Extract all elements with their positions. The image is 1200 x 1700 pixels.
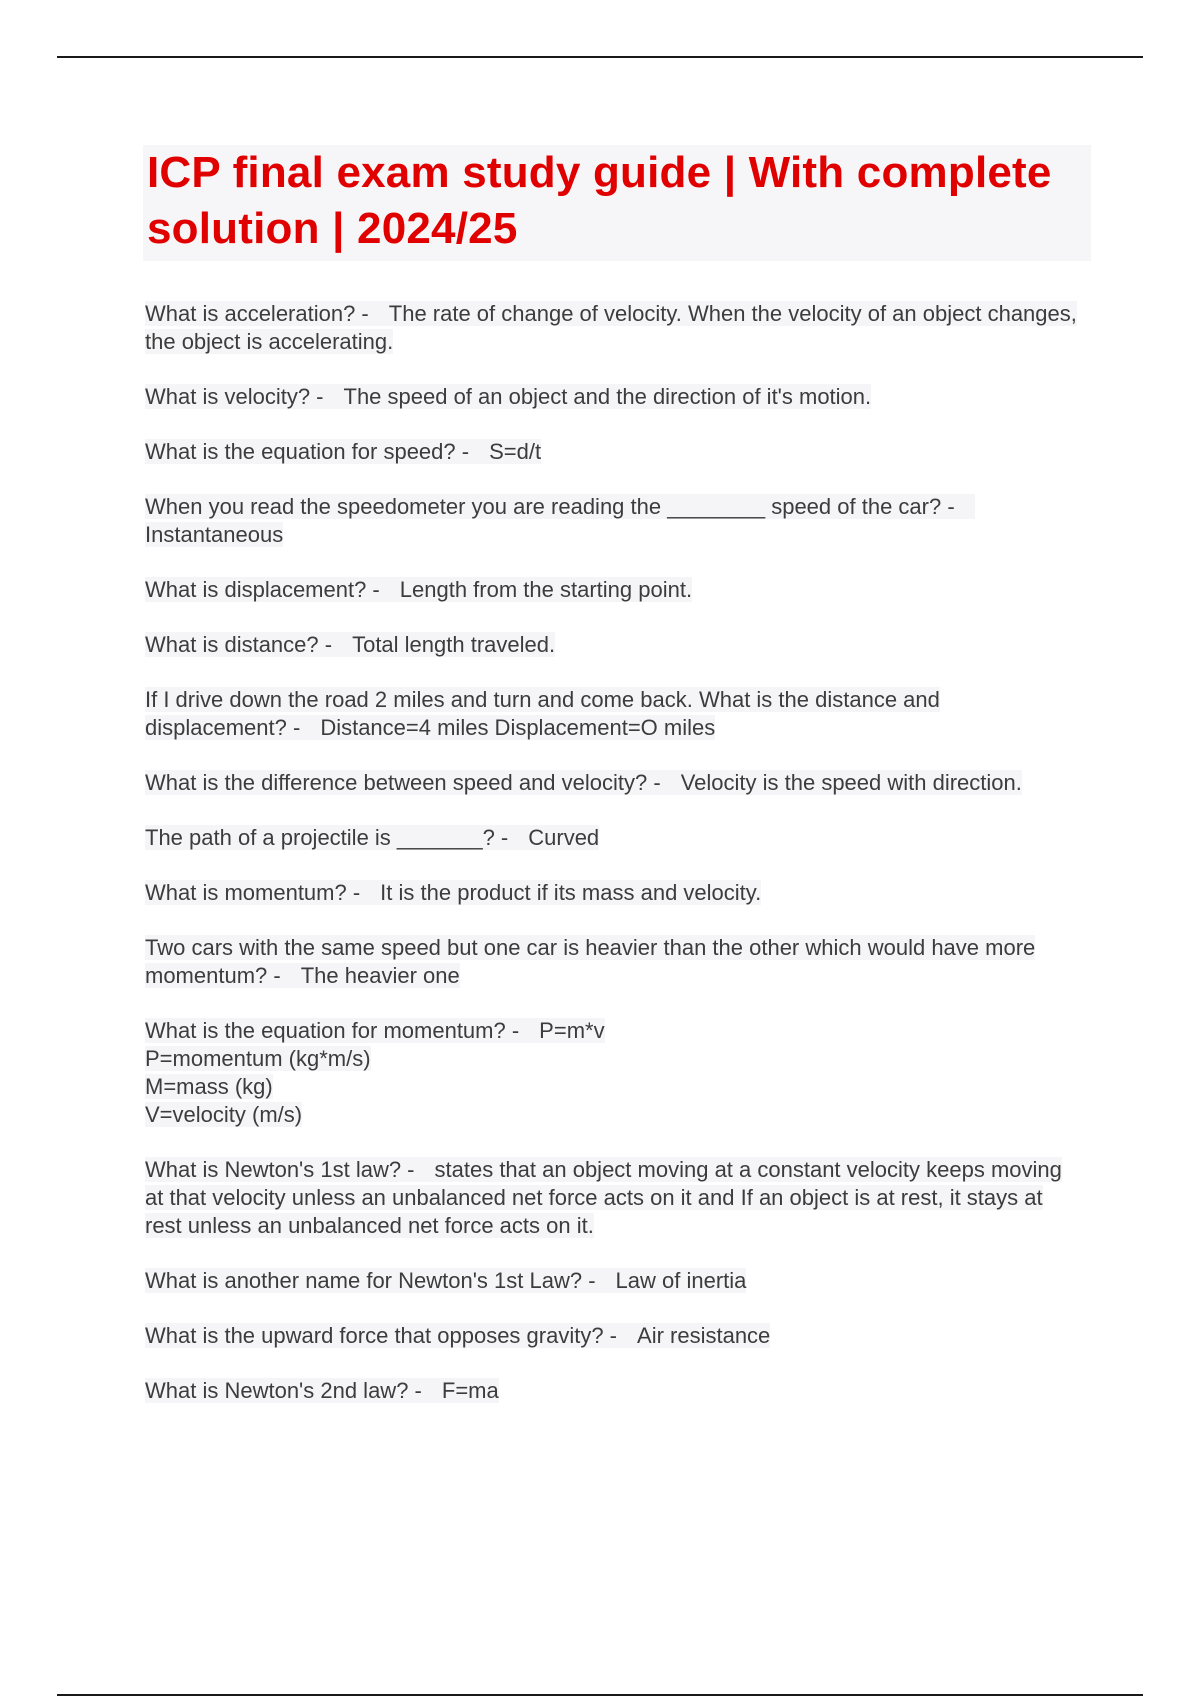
answer-detail: M=mass (kg) <box>145 1074 273 1099</box>
question: What is velocity? - <box>145 384 324 409</box>
answer: Air resistance <box>637 1323 771 1348</box>
qa-item <box>145 686 1085 742</box>
answer: S=d/t <box>489 439 542 464</box>
answer: Velocity is the speed with direction. <box>680 770 1022 795</box>
question: What is displacement? - <box>145 577 380 602</box>
question: Two cars with the same speed but one car is heavier than the other which would have more momentum? - <box>145 935 1036 988</box>
answer: It is the product if its mass and velocity. <box>380 880 762 905</box>
answer: P=m*v <box>539 1018 605 1043</box>
qa-item <box>145 769 1085 797</box>
answer: F=ma <box>441 1378 499 1403</box>
qa-item <box>145 1017 1085 1129</box>
qa-item <box>145 631 1085 659</box>
qa-item <box>145 300 1085 356</box>
qa-item <box>145 576 1085 604</box>
question: When you read the speedometer you are reading the ________ speed of the car? - <box>145 494 955 519</box>
header-rule <box>57 56 1143 58</box>
qa-item <box>145 383 1085 411</box>
question: What is acceleration? - <box>145 301 369 326</box>
answer: The speed of an object and the direction of it's motion. <box>343 384 872 409</box>
question: What is Newton's 1st law? - <box>145 1157 415 1182</box>
qa-item <box>145 879 1085 907</box>
answer: Distance=4 miles Displacement=O miles <box>320 715 716 740</box>
qa-item <box>145 1322 1085 1350</box>
answer: Law of inertia <box>615 1268 747 1293</box>
question: The path of a projectile is _______? - <box>145 825 509 850</box>
answer: states that an object moving at a constant velocity keeps moving at that velocity unless an unbalanced net force acts on it and If an object is at rest, it stays at rest unless an unbalanced net force acts on it. <box>145 1157 1062 1238</box>
footer-rule <box>57 1694 1143 1696</box>
document-title: ICP final exam study guide | With complete solution | 2024/25 <box>147 148 1052 253</box>
question: What is distance? - <box>145 632 333 657</box>
qa-item <box>145 493 1085 549</box>
answer-detail: V=velocity (m/s) <box>145 1102 303 1127</box>
qa-item <box>145 824 1085 852</box>
question: What is the difference between speed and velocity? - <box>145 770 661 795</box>
question: What is the upward force that opposes gravity? - <box>145 1323 618 1348</box>
qa-item <box>145 438 1085 466</box>
question: What is another name for Newton's 1st Law? - <box>145 1268 596 1293</box>
answer-detail: P=momentum (kg*m/s) <box>145 1046 371 1071</box>
qa-item <box>145 934 1085 990</box>
answer: The rate of change of velocity. When the velocity of an object changes, the object is accelerating. <box>145 301 1077 354</box>
answer: The heavier one <box>300 963 460 988</box>
question: If I drive down the road 2 miles and turn and come back. What is the distance and displacement? - <box>145 687 940 740</box>
question: What is the equation for speed? - <box>145 439 470 464</box>
answer: Curved <box>528 825 600 850</box>
question: What is momentum? - <box>145 880 361 905</box>
qa-list <box>145 300 1085 1432</box>
title-block <box>143 145 1091 261</box>
answer: Total length traveled. <box>352 632 556 657</box>
qa-item <box>145 1156 1085 1240</box>
question: What is Newton's 2nd law? - <box>145 1378 422 1403</box>
answer: Length from the starting point. <box>399 577 693 602</box>
question: What is the equation for momentum? - <box>145 1018 520 1043</box>
qa-item <box>145 1267 1085 1295</box>
answer: Instantaneous <box>145 522 284 547</box>
qa-item <box>145 1377 1085 1405</box>
